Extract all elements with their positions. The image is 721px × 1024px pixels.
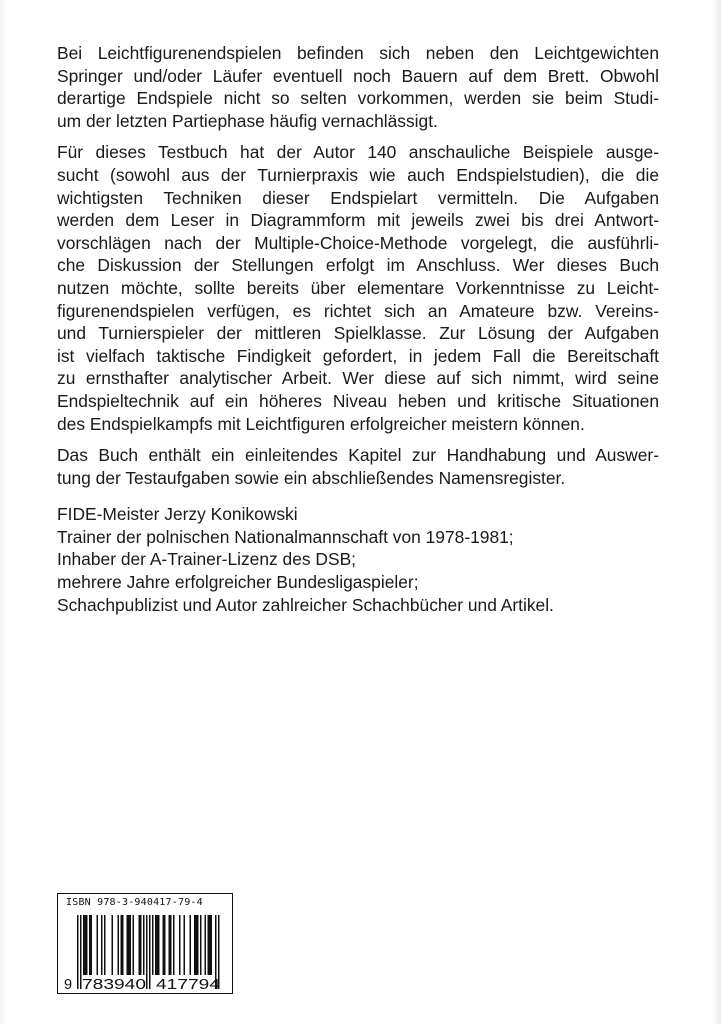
barcode-bar (164, 915, 166, 975)
barcode-bar (208, 915, 210, 975)
barcode-bar (163, 915, 165, 975)
barcode-bar (112, 915, 114, 975)
barcode-bar (190, 915, 192, 975)
barcode-bar (91, 915, 93, 975)
text-line: Für dieses Testbuch hat der Autor 140 anschauliche Beispiele ausge- (57, 142, 659, 163)
author-credential: Inhaber der A-Trainer-Lizenz des DSB; (57, 549, 357, 570)
barcode-bar (196, 915, 198, 975)
author-credential: mehrere Jahre erfolgreicher Bundesligaspieler; (57, 572, 419, 593)
barcode-bar (89, 915, 91, 975)
author-credential: Schachpublizist und Autor zahlreicher Schachbücher und Artikel. (57, 594, 554, 615)
author-credential: Trainer der polnischen Nationalmannschaft von 1978-1981; (57, 526, 514, 547)
text-line: ist vielfach taktische Findigkeit gefordert, in jedem Fall die Bereitschaft (57, 345, 659, 366)
barcode-bar (152, 915, 154, 975)
barcode-bar (205, 915, 207, 975)
text-line: nutzen möchte, sollte bereits über elementare Vorkenntnisse zu Leicht- (57, 277, 659, 298)
barcode-bar (143, 915, 145, 975)
barcode-bar (211, 915, 213, 975)
barcode-bar (184, 915, 186, 975)
text-line: derartige Endspiele nicht so selten vorkommen, werden sie beim Studi- (57, 88, 659, 109)
text-line: werden dem Leser in Diagrammform mit jeweils zwei bis drei Antwort- (57, 210, 659, 231)
blurb-text (57, 42, 659, 616)
paragraph-contents (57, 444, 659, 489)
barcode-bar (200, 915, 202, 975)
barcode-left-digits: 783940 (82, 977, 146, 992)
text-line: vorschlägen nach der Multiple-Choice-Methode vorgelegt, die ausführli- (57, 232, 659, 253)
barcode-bar (139, 915, 141, 975)
barcode-icon (64, 912, 230, 992)
barcode-bar (128, 915, 130, 975)
barcode-bar (169, 915, 171, 975)
isbn-label: ISBN 978-3-940417-79-4 (66, 897, 203, 908)
text-line: Das Buch enthält ein einleitendes Kapitel zur Handhabung und Auswer- (57, 445, 659, 466)
text-line: wichtigsten Techniken dieser Endspielart vermitteln. Die Aufgaben (57, 187, 659, 208)
barcode-bar (140, 915, 142, 975)
barcode-guard-bar (146, 915, 148, 989)
author-name: FIDE-Meister Jerzy Konikowski (57, 504, 298, 525)
text-line: zu ernsthafter analytischer Arbeit. Wer diese auf sich nimmt, wird seine (57, 368, 659, 389)
text-line: und Turnierspieler der mittleren Spielklasse. Zur Lösung der Aufgaben (57, 323, 659, 344)
text-line: figurenendspielen verfügen, es richtet sich an Amateure bzw. Vereins- (57, 300, 659, 321)
barcode-bar (97, 915, 99, 975)
barcode-bar (158, 915, 160, 975)
text-line: Bei Leichtfigurenendspielen befinden sich neben den Leichtgewichten (57, 43, 659, 63)
barcode-bar (118, 915, 120, 975)
barcode-bar (179, 915, 181, 975)
barcode-guard-bar (77, 915, 79, 989)
text-line: Endspieltechnik auf ein höheres Niveau heben und kritische Situationen (57, 390, 659, 411)
barcode-bar (83, 915, 85, 975)
isbn-barcode-box (57, 893, 233, 994)
barcode-bar (133, 915, 135, 975)
barcode-bar (101, 915, 103, 975)
barcode-bar (155, 915, 157, 975)
barcode-bar (127, 915, 129, 975)
text-line: tung der Testaufgaben sowie ein abschließendes Namensregister. (57, 467, 566, 488)
barcode-bar (194, 915, 196, 975)
barcode-bar (157, 915, 159, 975)
author-bio (57, 503, 659, 616)
barcode-bar (121, 915, 123, 975)
barcode-bar (86, 915, 88, 975)
text-line: sucht (sowohl aus der Turnierpraxis wie auch Endspielstudien), die die (57, 164, 659, 185)
text-line: Springer und/oder Läufer eventuell noch Bauern auf dem Brett. Obwohl (57, 65, 659, 86)
paragraph-description (57, 141, 659, 435)
paragraph-intro (57, 42, 659, 132)
barcode-bar (104, 915, 106, 975)
text-line: des Endspielkampfs mit Leichtfiguren erfolgreicher meistern können. (57, 413, 585, 434)
barcode-bar (122, 915, 124, 975)
barcode-bar (170, 915, 172, 975)
barcode-right-digits: 417794 (156, 977, 220, 992)
barcode-bar (173, 915, 175, 975)
text-line: um der letzten Partiephase häufig vernachlässigt. (57, 110, 438, 131)
barcode-bar (130, 915, 132, 975)
text-line: che Diskussion der Stellungen erfolgt im Anschluss. Wer dieses Buch (57, 255, 659, 276)
barcode-bar (209, 915, 211, 975)
barcode-bar (85, 915, 87, 975)
barcode-bar (197, 915, 199, 975)
barcode-first-digit: 9 (64, 977, 73, 992)
barcode-guard-bar (149, 915, 151, 989)
